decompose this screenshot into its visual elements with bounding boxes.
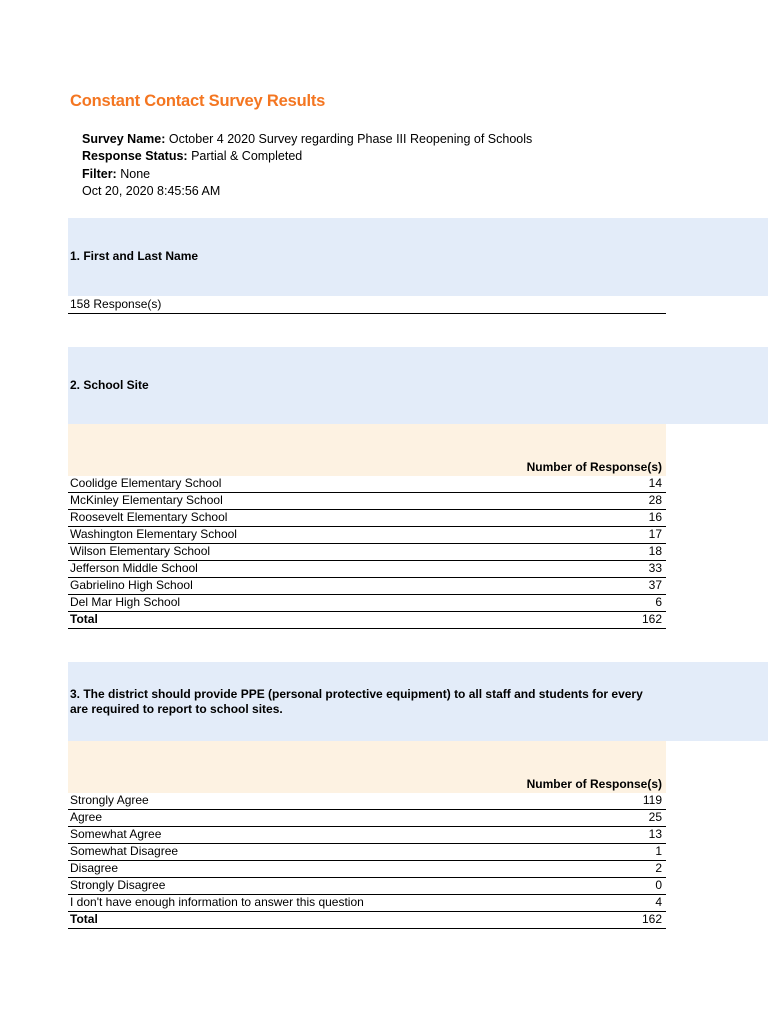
- table-row: [68, 793, 666, 810]
- table-header: [68, 424, 666, 476]
- row-value: 0: [655, 878, 662, 892]
- table-row: [68, 544, 666, 561]
- filter-line: [82, 166, 532, 183]
- question-3-header: [68, 662, 768, 741]
- row-value: 17: [648, 527, 662, 541]
- row-value: 6: [655, 595, 662, 609]
- response-status-line: [82, 148, 532, 165]
- table-row: [68, 527, 666, 544]
- table-row: [68, 578, 666, 595]
- response-status-value: Partial & Completed: [191, 149, 303, 164]
- row-value: 4: [655, 895, 662, 909]
- table-row: [68, 878, 666, 895]
- question-1-header: [68, 218, 768, 296]
- row-label: Roosevelt Elementary School: [70, 510, 228, 524]
- total-label: Total: [70, 612, 98, 626]
- row-label: Disagree: [70, 861, 119, 875]
- table-row: [68, 844, 666, 861]
- question-2-header: [68, 347, 768, 424]
- table-header: [68, 741, 666, 793]
- row-label: Strongly Disagree: [70, 878, 166, 892]
- row-label: Agree: [70, 810, 103, 824]
- total-label: Total: [70, 912, 98, 926]
- table-row: [68, 561, 666, 578]
- row-value: 1: [655, 844, 662, 858]
- question-2-title: 2. School Site: [70, 378, 149, 392]
- row-value: 16: [648, 510, 662, 524]
- survey-name-value: October 4 2020 Survey regarding Phase III Reopening of Schools: [168, 132, 533, 146]
- row-value: 14: [648, 476, 662, 490]
- table-total-row: [68, 612, 666, 629]
- table-body: [68, 793, 666, 912]
- row-value: 28: [648, 493, 662, 507]
- table-row: [68, 510, 666, 527]
- row-value: 37: [648, 578, 662, 592]
- table-row: [68, 493, 666, 510]
- survey-name-label: Survey Name:: [82, 132, 166, 146]
- question-3-table: [68, 741, 666, 929]
- table-row: [68, 476, 666, 493]
- table-row: [68, 861, 666, 878]
- row-label: I don't have enough information to answer this question: [70, 895, 364, 909]
- table-total-row: [68, 912, 666, 929]
- column-header-responses: Number of Response(s): [526, 460, 662, 474]
- row-value: 33: [648, 561, 662, 575]
- table-body: [68, 476, 666, 612]
- report-title: Constant Contact Survey Results: [70, 92, 326, 110]
- row-label: Somewhat Disagree: [70, 844, 179, 858]
- row-label: Coolidge Elementary School: [70, 476, 222, 490]
- filter-value: None: [120, 166, 151, 181]
- survey-name-line: [82, 131, 532, 148]
- row-value: 13: [648, 827, 662, 841]
- question-1-title: 1. First and Last Name: [70, 249, 199, 263]
- question-3-title-line-2: are required to report to school sites.: [70, 702, 283, 716]
- total-value: 162: [641, 912, 662, 926]
- row-label: Gabrielino High School: [70, 578, 193, 592]
- row-value: 25: [648, 810, 662, 824]
- column-header-responses: Number of Response(s): [526, 777, 662, 791]
- table-row: [68, 895, 666, 912]
- row-label: Wilson Elementary School: [70, 544, 211, 558]
- table-row: [68, 827, 666, 844]
- row-value: 119: [642, 793, 662, 807]
- question-3-title-line-1: 3. The district should provide PPE (personal protective equipment) to all staff and students for every: [70, 687, 643, 701]
- row-label: Del Mar High School: [70, 595, 181, 609]
- row-value: 18: [648, 544, 662, 558]
- row-label: Jefferson Middle School: [70, 561, 198, 575]
- table-row: [68, 595, 666, 612]
- report-date: Oct 20, 2020 8:45:56 AM: [82, 183, 221, 198]
- survey-meta: [82, 131, 532, 200]
- question-3-title: [70, 687, 643, 717]
- row-value: 2: [655, 861, 662, 875]
- row-label: Strongly Agree: [70, 793, 149, 807]
- filter-label: Filter:: [82, 166, 117, 181]
- row-label: McKinley Elementary School: [70, 493, 223, 507]
- response-status-label: Response Status:: [82, 149, 188, 164]
- row-label: Washington Elementary School: [70, 527, 237, 541]
- total-value: 162: [641, 612, 662, 626]
- question-2-table: [68, 424, 666, 629]
- row-label: Somewhat Agree: [70, 827, 162, 841]
- question-1-response-count: 158 Response(s): [68, 296, 666, 314]
- table-row: [68, 810, 666, 827]
